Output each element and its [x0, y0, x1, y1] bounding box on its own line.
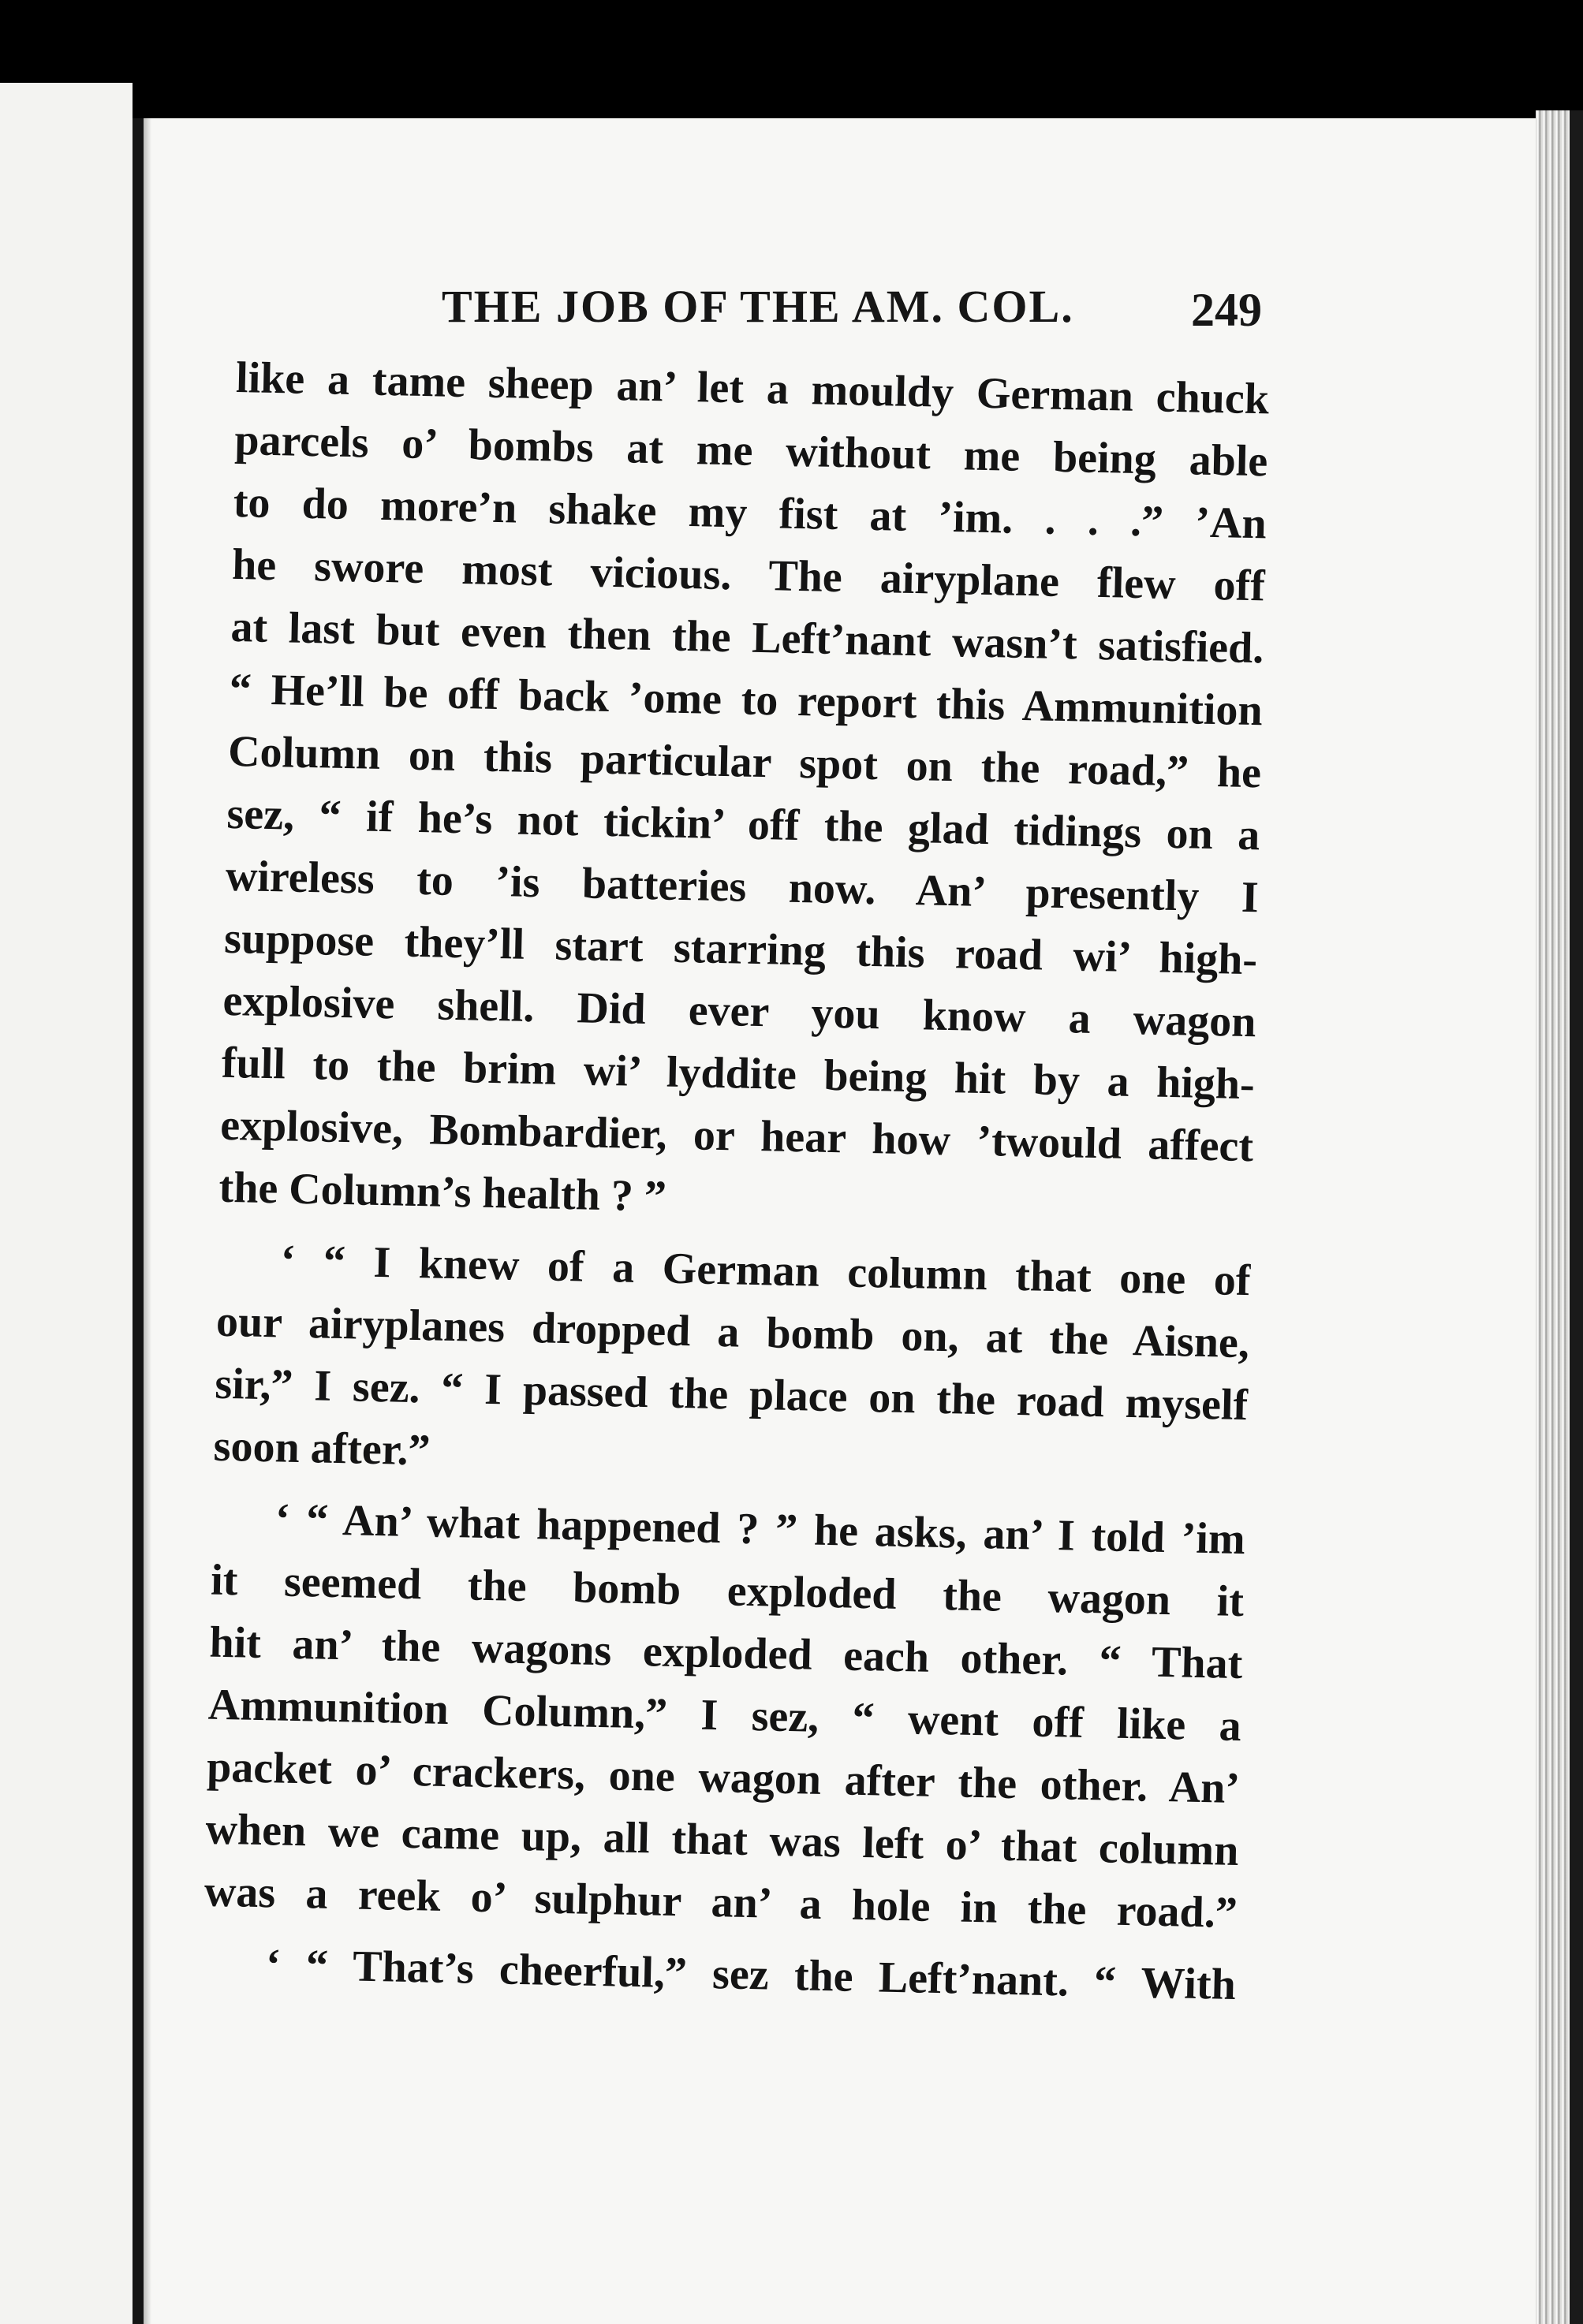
page-gutter [144, 118, 151, 2324]
running-title: THE JOB OF THE AM. COL. [442, 281, 1074, 332]
text-line: to do more’n shake my fist at ’im. . . .” ’An [233, 477, 1268, 549]
text-line: it seemed the bomb exploded the wagon it [210, 1555, 1245, 1627]
text-line: was a reek o’ sulphur an’ a hole in the road.” [203, 1867, 1238, 1938]
facing-page [0, 83, 133, 2324]
text-line: when we came up, all that was left o’ that column [204, 1804, 1239, 1876]
text-line: he swore most vicious. The airyplane flew off [231, 539, 1266, 611]
book-spine-shadow [133, 118, 144, 2324]
text-line: ‘ “ I knew of a German column that one of [280, 1236, 1252, 1306]
scan-border [1570, 110, 1583, 2324]
text-line: full to the brim wi’ lyddite being hit by a high- [221, 1038, 1256, 1110]
text-line: explosive shell. Did ever you know a wagon [222, 975, 1257, 1047]
text-line: the Column’s health ? ” [218, 1162, 667, 1222]
page-header [442, 280, 1262, 343]
text-line: at last but even then the Left’nant wasn’t satisfied. [230, 602, 1264, 673]
text-line: sir,” I sez. “ I passed the place on the road myself [214, 1359, 1249, 1431]
text-line: our airyplanes dropped a bomb on, at the Aisne, [215, 1296, 1250, 1368]
text-line: like a tame sheep an’ let a mouldy German chuck [235, 353, 1270, 424]
text-line: explosive, Bombardier, or hear how ’twould affect [219, 1100, 1254, 1172]
text-line: sez, “ if he’s not tickin’ off the glad tidings on a [226, 789, 1260, 860]
text-line: packet o’ crackers, one wagon after the other. An’ [206, 1742, 1241, 1814]
text-line: hit an’ the wagons exploded each other. “ That [208, 1617, 1243, 1689]
text-line: suppose they’ll start starring this road wi’ high- [223, 913, 1258, 985]
page-number: 249 [1191, 284, 1262, 336]
body-text [202, 347, 1269, 2016]
text-line: ‘ “ An’ what happened ? ” he asks, an’ I told ’im [274, 1494, 1246, 1565]
text-line: Ammunition Column,” I sez, “ went off like a [207, 1680, 1242, 1751]
text-line: parcels o’ bombs at me without me being able [233, 415, 1268, 487]
text-line: wireless to ’is batteries now. An’ presently I [225, 851, 1260, 923]
text-line: “ He’ll be off back ’ome to report this Ammunition [229, 664, 1264, 736]
text-line: soon after.” [213, 1421, 431, 1475]
text-line: ‘ “ That’s cheerful,” sez the Left’nant. “ With [265, 1940, 1237, 2009]
text-line: Column on this particular spot on the road,” he [227, 726, 1262, 798]
